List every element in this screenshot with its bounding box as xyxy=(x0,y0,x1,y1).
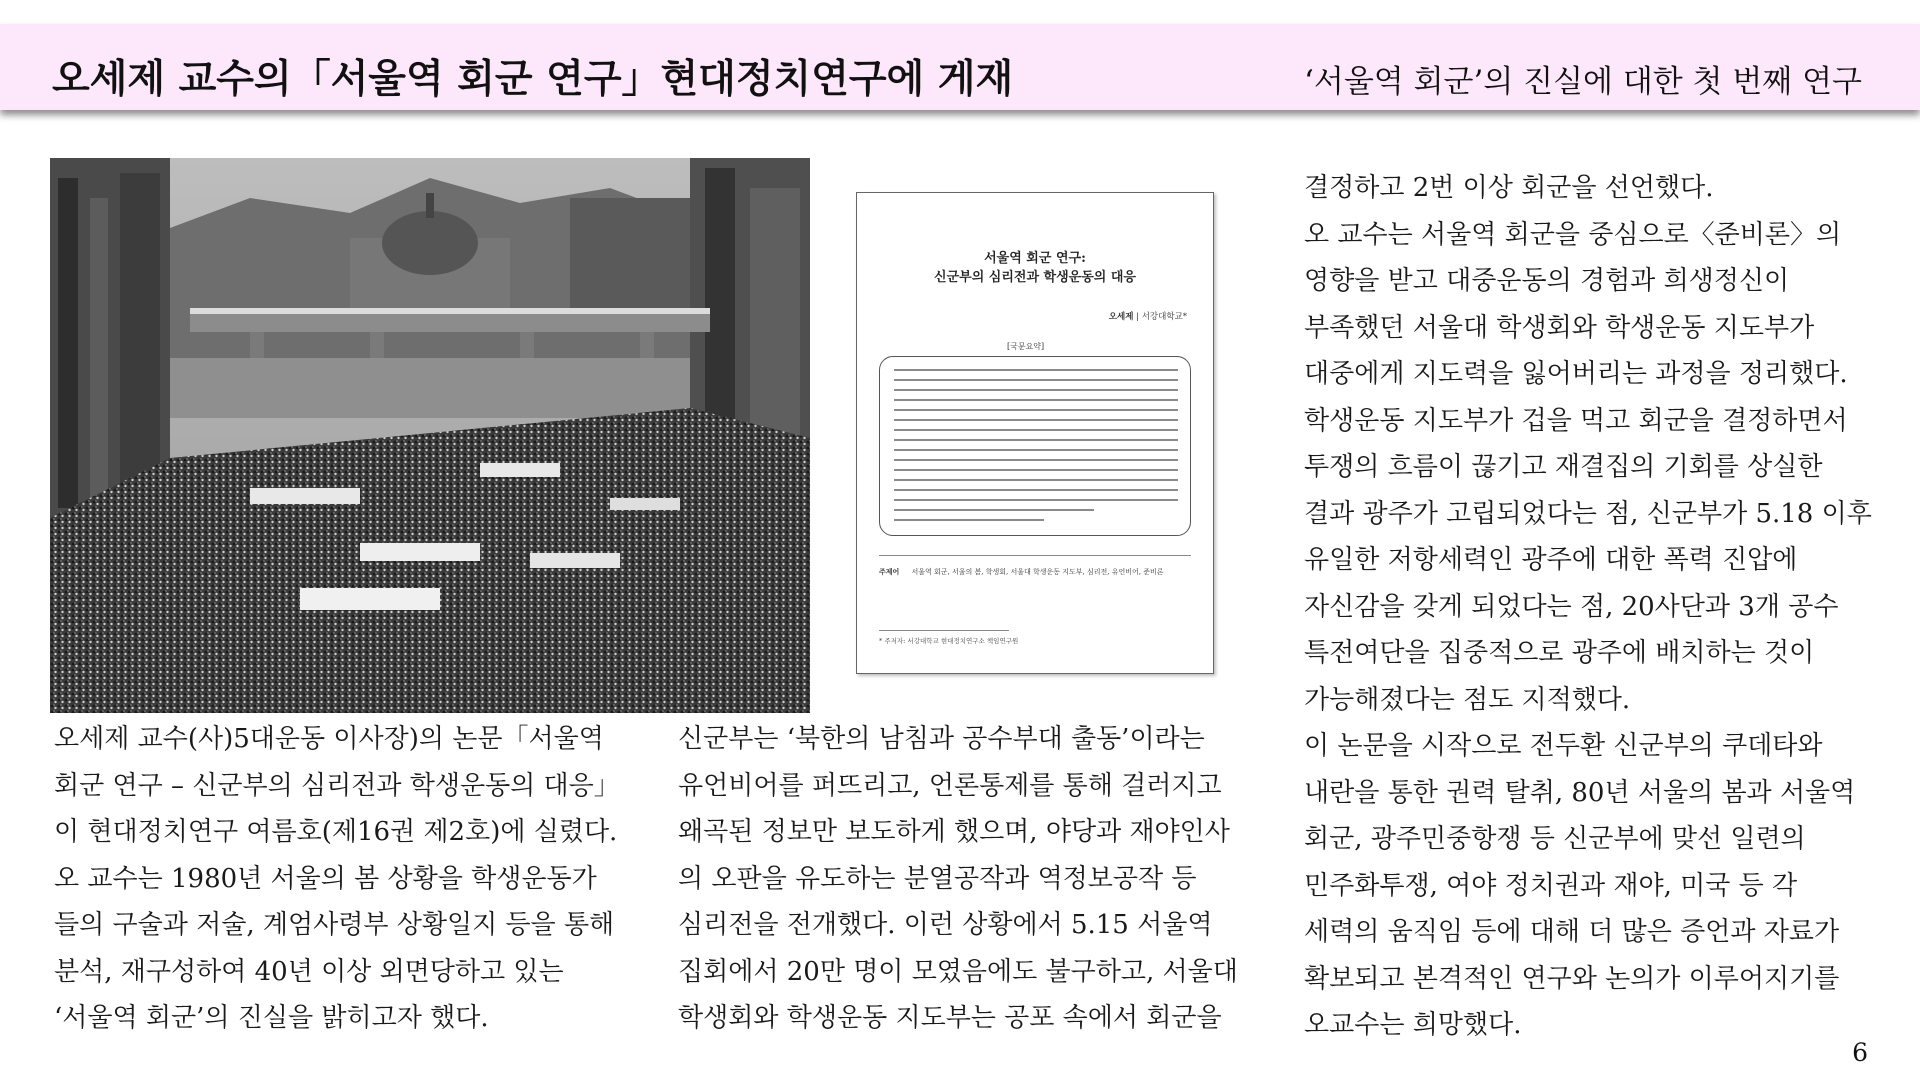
page-title: 오세제 교수의「서울역 회군 연구」현대정치연구에 게재 xyxy=(52,57,1014,102)
text-line: 민주화투쟁, 여야 정치권과 재야, 미국 등 각 xyxy=(1304,870,1798,901)
text-line: 오세제 교수(사)5대운동 이사장)의 논문「서울역 xyxy=(54,724,604,754)
paper-keywords: 주제어 서울역 회군, 서울의 봄, 학생회, 서울대 학생운동 지도부, 심리전, 유언비어, 준비론 xyxy=(879,567,1164,576)
text-line: 집회에서 20만 명이 모였음에도 불구하고, 서울대 xyxy=(678,956,1238,987)
paper-author: 오세제 | 서강대학교* xyxy=(1108,312,1187,322)
text-column-3 xyxy=(1304,165,1904,1049)
text-line: 심리전을 전개했다. 이런 상황에서 5.15 서울역 xyxy=(678,910,1213,940)
crowd-photo-image xyxy=(50,158,810,713)
text-column-2 xyxy=(678,716,1238,1042)
text-column-1 xyxy=(54,716,654,1042)
header-banner xyxy=(0,24,1920,110)
text-line: 특전여단을 집중적으로 광주에 배치하는 것이 xyxy=(1304,638,1815,668)
text-line: 분석, 재구성하여 40년 이상 외면당하고 있는 xyxy=(54,956,564,987)
abstract-heading: [국문요약] xyxy=(1007,342,1045,351)
text-line: 세력의 움직임 등에 대해 더 많은 증언과 자료가 xyxy=(1304,917,1840,947)
text-line: 확보되고 본격적인 연구와 논의가 이루어지기를 xyxy=(1304,963,1840,994)
text-line: 오 교수는 서울역 회군을 중심으로〈준비론〉의 xyxy=(1304,219,1842,250)
text-line: 들의 구술과 저술, 계엄사령부 상황일지 등을 통해 xyxy=(54,910,615,940)
text-line: 의 오판을 유도하는 분열공작과 역정보공작 등 xyxy=(678,863,1197,894)
text-line: 오교수는 희망했다. xyxy=(1304,1010,1522,1040)
text-line: 내란을 통한 권력 탈취, 80년 서울의 봄과 서울역 xyxy=(1304,777,1856,808)
text-line: 대중에게 지도력을 잃어버리는 과정을 정리했다. xyxy=(1304,359,1848,389)
text-line: 영향을 받고 대중운동의 경험과 희생정신이 xyxy=(1304,266,1790,296)
text-line: 유일한 저항세력인 광주에 대한 폭력 진압에 xyxy=(1304,545,1798,575)
text-line: 학생운동 지도부가 겁을 먹고 회군을 결정하면서 xyxy=(1304,405,1848,436)
text-line: 이 논문을 시작으로 전두환 신군부의 쿠데타와 xyxy=(1304,731,1823,761)
paper-title: 서울역 회군 연구: 신군부의 심리전과 학생운동의 대응 xyxy=(934,251,1136,285)
text-line: 투쟁의 흐름이 끊기고 재결집의 기회를 상실한 xyxy=(1304,452,1823,482)
text-line: 신군부는 ‘북한의 남침과 공수부대 출동’이라는 xyxy=(678,724,1205,754)
text-line: 가능해졌다는 점도 지적했다. xyxy=(1304,684,1631,715)
text-line: 학생회와 학생운동 지도부는 공포 속에서 회군을 xyxy=(678,1003,1222,1033)
text-line: 부족했던 서울대 학생회와 학생운동 지도부가 xyxy=(1304,312,1815,343)
text-line: ‘서울역 회군’의 진실을 밝히고자 했다. xyxy=(54,1003,489,1033)
text-line: 자신감을 갖게 되었다는 점, 20사단과 3개 공수 xyxy=(1304,591,1839,622)
paper-footnote: * 주저자: 서강대학교 현대정치연구소 책임연구원 xyxy=(879,637,1019,645)
text-line: 왜곡된 정보만 보도하게 했으며, 야당과 재야인사 xyxy=(678,817,1230,847)
abstract-box xyxy=(879,356,1191,536)
paper-first-page-image xyxy=(856,192,1214,674)
text-line: 회군, 광주민중항쟁 등 신군부에 맞선 일련의 xyxy=(1304,824,1806,854)
text-line: 결과 광주가 고립되었다는 점, 신군부가 5.18 이후 xyxy=(1304,498,1872,529)
text-line: 오 교수는 1980년 서울의 봄 상황을 학생운동가 xyxy=(54,863,597,894)
page-number: 6 xyxy=(1852,1038,1868,1067)
text-line: 유언비어를 퍼뜨리고, 언론통제를 통해 걸러지고 xyxy=(678,770,1222,801)
text-line: 회군 연구 – 신군부의 심리전과 학생운동의 대응」 xyxy=(54,770,620,801)
protest-photo xyxy=(50,158,810,713)
text-line: 이 현대정치연구 여름호(제16권 제2호)에 실렸다. xyxy=(54,817,618,847)
page-subtitle: ‘서울역 회군’의 진실에 대한 첫 번째 연구 xyxy=(1304,64,1862,100)
text-line: 결정하고 2번 이상 회군을 선언했다. xyxy=(1304,173,1714,203)
